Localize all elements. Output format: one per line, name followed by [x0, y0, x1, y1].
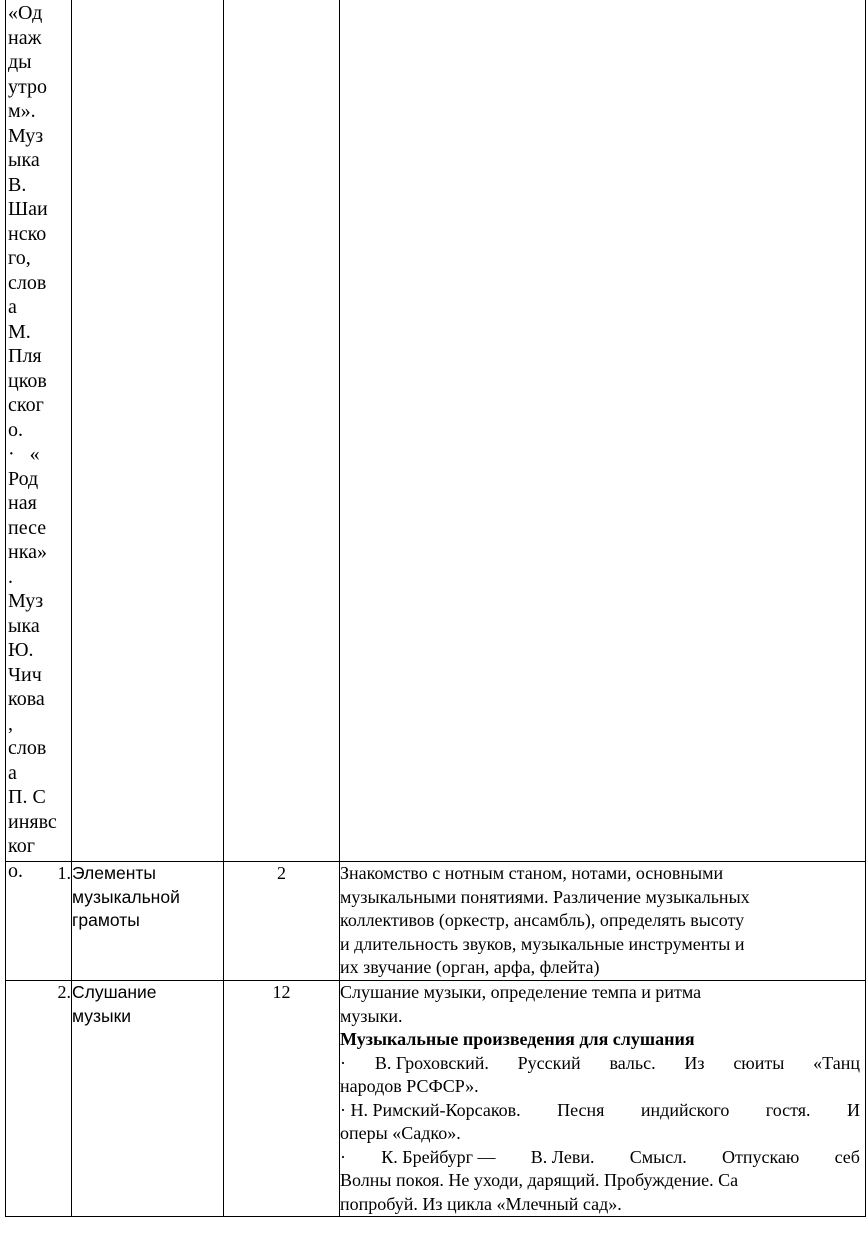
listening-item-word: Русский — [517, 1052, 581, 1073]
songs-list-line: о. — [8, 859, 23, 882]
songs-list-line: М. — [8, 320, 31, 343]
listening-item-word: · Н. Римский-Корсаков. — [340, 1099, 521, 1120]
songs-list-line: утро — [8, 75, 47, 98]
listening-item-word: · — [340, 1146, 346, 1167]
listening-item-word: попробуй. Из цикла «Млечный сад». — [340, 1193, 622, 1214]
empty-cell — [72, 0, 224, 862]
listening-item-word: Волны покоя. Не уходи, дарящий. Пробуждение. Са — [340, 1170, 739, 1190]
section-title — [72, 862, 224, 981]
songs-list-line: Чич — [8, 663, 42, 686]
program-table — [5, 0, 866, 1217]
songs-list-line: ыка — [8, 149, 40, 171]
songs-list-line: нско — [8, 222, 47, 245]
listening-item-word: индийского — [640, 1099, 730, 1120]
songs-list-line: В. — [8, 173, 27, 196]
listening-item-line — [340, 1169, 865, 1193]
listening-item-word: К. Брейбург — — [381, 1146, 496, 1167]
songs-list-line: Муз — [8, 124, 44, 147]
listening-item-word: Песня — [557, 1099, 605, 1120]
section-title-line: Элементы — [72, 863, 156, 883]
listening-item-word: себ — [834, 1146, 860, 1167]
row-number: 1. — [6, 862, 72, 981]
songs-list-line: П. С — [8, 786, 46, 808]
songs-list-line: . — [8, 565, 13, 588]
listening-item-line — [340, 1099, 860, 1123]
section-content — [340, 862, 866, 981]
content-line: музыки. — [340, 1005, 403, 1026]
songs-list-line: наж — [8, 26, 42, 49]
listening-item-word: народов РСФСР». — [340, 1076, 479, 1096]
listening-item-word: гостя. — [765, 1099, 811, 1120]
songs-list-line: а — [8, 296, 17, 318]
listening-heading: Музыкальные произведения для слушания — [340, 1029, 695, 1049]
songs-list-line: кова — [8, 688, 45, 710]
songs-list-line: ды — [8, 51, 32, 73]
songs-list-line: Шаи — [8, 198, 48, 220]
listening-item-line — [340, 1075, 865, 1099]
songs-list-line: , — [8, 712, 13, 735]
songs-list-line: м». — [8, 100, 36, 122]
listening-item-line — [340, 1146, 860, 1170]
songs-list-line: ског — [8, 394, 44, 416]
songs-list-line: слов — [8, 271, 47, 294]
section-title-line: Слушание — [72, 982, 157, 1002]
songs-list-line: ког — [8, 835, 35, 857]
listening-item-word: вальс. — [609, 1052, 656, 1073]
section-title-line: музыки — [72, 1005, 132, 1026]
songs-list-line: · « — [8, 443, 40, 465]
listening-item-line — [340, 1122, 865, 1146]
songs-list-line: слов — [8, 737, 47, 759]
content-line: Слушание музыки, определение темпа и ритма — [340, 982, 702, 1002]
songs-list-line: Муз — [8, 590, 44, 612]
songs-list-line: ная — [8, 492, 37, 514]
content-line: коллективов (оркестр, ансамбль), определять высоту — [340, 910, 745, 930]
songs-list-line: нка» — [8, 541, 47, 563]
empty-cell — [224, 0, 340, 862]
songs-list-line: «Од — [8, 2, 43, 24]
songs-list-line: песе — [8, 516, 47, 539]
listening-item-word: оперы «Садко». — [340, 1123, 461, 1143]
content-line: музыкальными понятиями. Различение музыкальных — [340, 886, 750, 907]
table-row — [6, 862, 866, 981]
songs-list-line: Ю. — [8, 639, 34, 661]
content-line: и длительность звуков, музыкальные инструменты и — [340, 933, 745, 954]
songs-cell — [6, 0, 72, 882]
songs-list-line: Пля — [8, 345, 42, 367]
listening-item-word: В. Гроховский. — [374, 1052, 489, 1073]
listening-item-word: В. Леви. — [530, 1146, 595, 1167]
section-content — [340, 981, 866, 1217]
content-line: Знакомство с нотным станом, нотами, основными — [340, 863, 724, 883]
hours-count: 2 — [224, 862, 340, 981]
listening-item-word: Отпускаю — [721, 1146, 800, 1167]
listening-item-line — [340, 1193, 865, 1217]
listening-item-word: Из — [684, 1052, 705, 1073]
hours-count: 12 — [224, 981, 340, 1217]
songs-list-text — [6, 0, 64, 882]
section-title — [72, 981, 224, 1217]
section-title-line: музыкальной — [72, 886, 180, 907]
listening-item-word: сюиты — [733, 1052, 785, 1073]
songs-list-line: инявс — [8, 810, 57, 833]
listening-item-word: Смысл. — [629, 1146, 687, 1167]
table-row — [6, 981, 866, 1217]
songs-list-line: Род — [8, 467, 39, 490]
row-number: 2. — [6, 981, 72, 1217]
listening-item-line — [340, 1052, 860, 1076]
section-title-line: грамоты — [72, 910, 140, 930]
listening-list — [340, 1052, 865, 1217]
content-line: их звучание (орган, арфа, флейта) — [340, 957, 600, 977]
songs-list-line: о. — [8, 418, 23, 441]
listening-item-word: · — [340, 1052, 346, 1073]
songs-list-line: го, — [8, 247, 31, 269]
table-row-songs — [6, 0, 866, 862]
listening-item-word: И — [847, 1099, 860, 1120]
songs-list-line: цков — [8, 369, 47, 392]
empty-cell — [340, 0, 866, 862]
songs-list-line: ыка — [8, 614, 40, 637]
listening-item-word: «Танц — [813, 1052, 860, 1073]
songs-list-line: а — [8, 761, 17, 784]
